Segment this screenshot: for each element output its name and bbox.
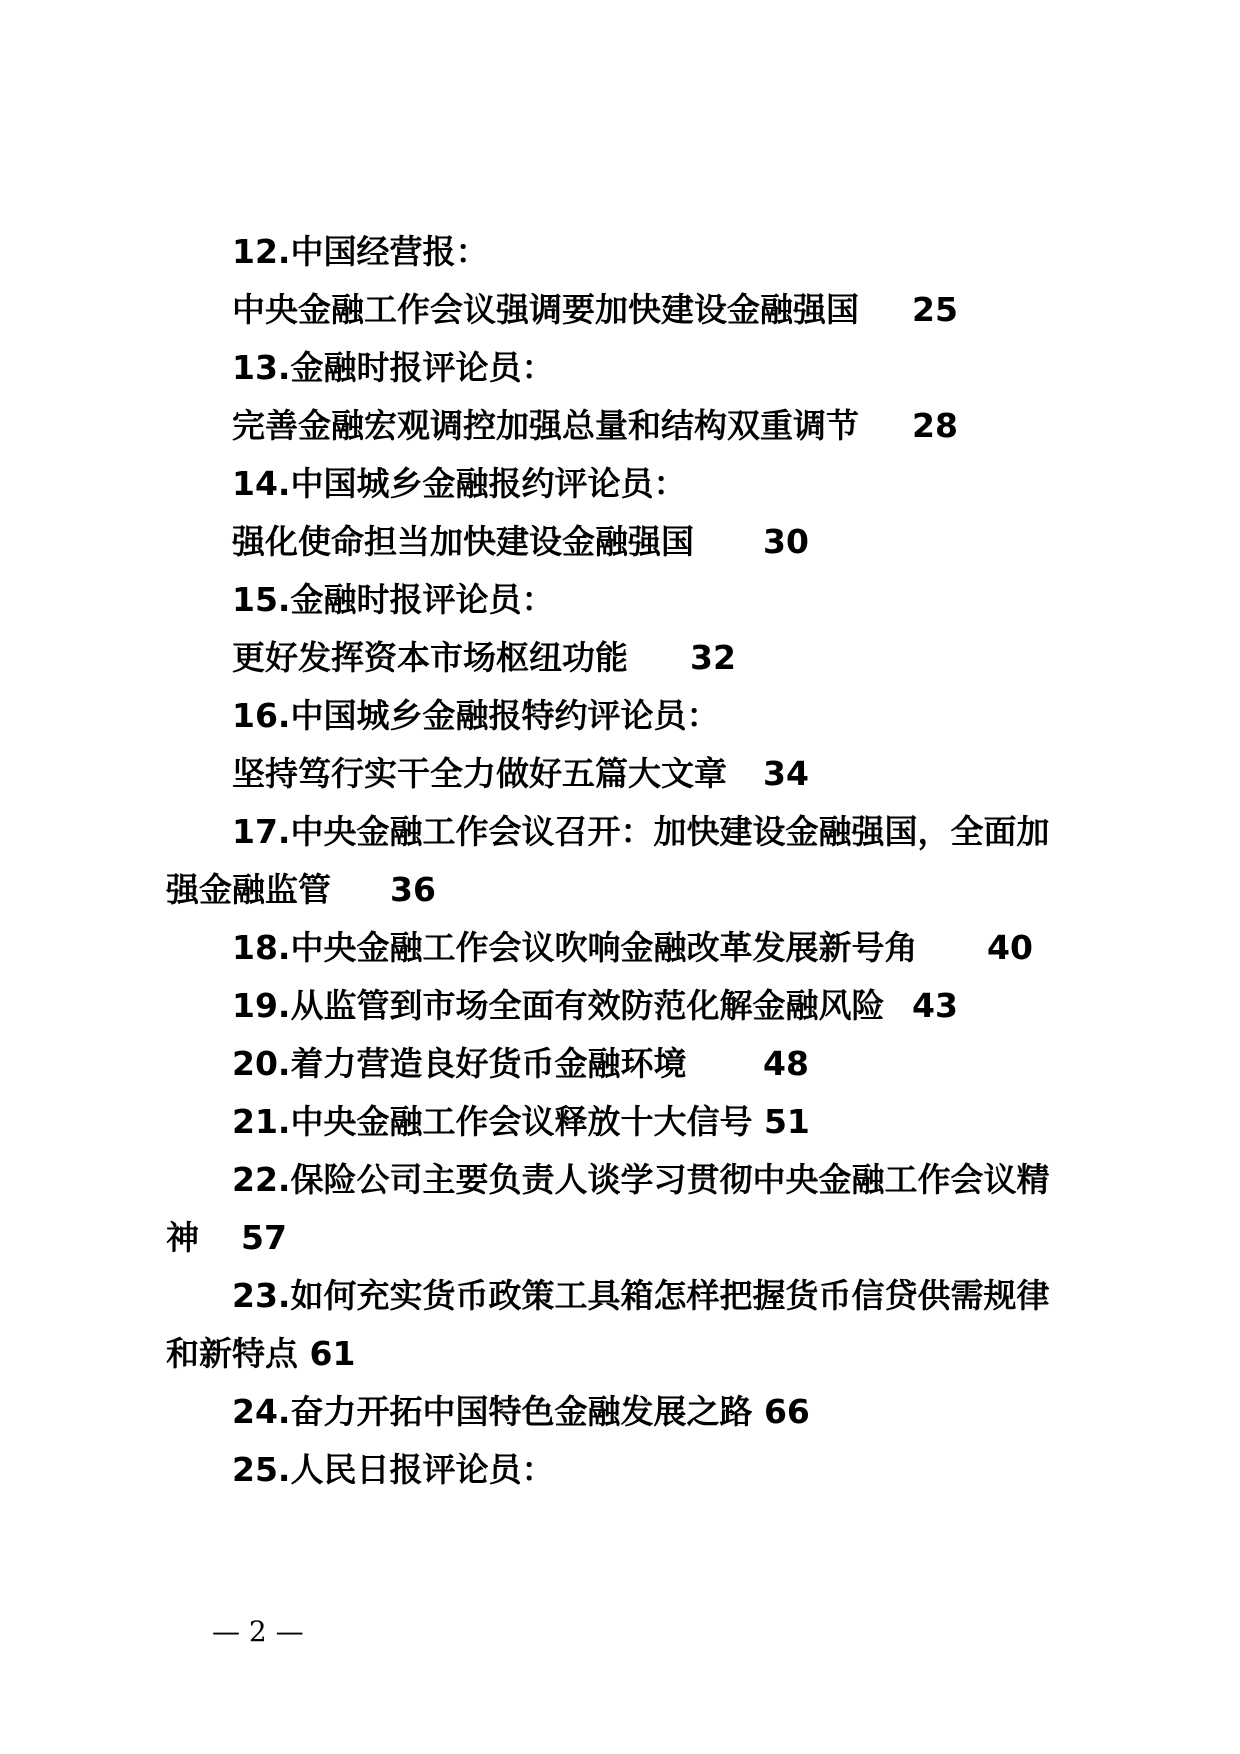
toc-entry-17-title-cont: 强金融监管 (166, 870, 331, 909)
toc-entry-16-title: 坚持笃行实干全力做好五篇大文章 (232, 754, 727, 793)
toc-entry-13-heading: 13.金融时报评论员： (232, 348, 555, 387)
toc-entry-18-page: 40 (987, 928, 1033, 967)
toc-entry-16-page: 34 (763, 754, 809, 793)
toc-entry-25-heading: 25.人民日报评论员： (232, 1450, 555, 1489)
toc-entry-14-page: 30 (763, 522, 809, 561)
toc-entry-22-title: 22.保险公司主要负责人谈学习贯彻中央金融工作会议精 (232, 1160, 1050, 1199)
toc-entry-15-heading: 15.金融时报评论员： (232, 580, 555, 619)
toc-entry-12-page: 25 (912, 290, 958, 329)
toc-entry-12-heading: 12.中国经营报： (232, 232, 489, 271)
toc-entry-22-title-cont: 神 (166, 1218, 199, 1257)
toc-entry-20-page: 48 (763, 1044, 809, 1083)
page-number-footer: — 2 — (212, 1615, 304, 1648)
toc-entry-13-title: 完善金融宏观调控加强总量和结构双重调节 (232, 406, 859, 445)
toc-entry-17-page: 36 (390, 870, 436, 909)
toc-entry-14-heading: 14.中国城乡金融报约评论员： (232, 464, 687, 503)
toc-entry-15-title: 更好发挥资本市场枢纽功能 (232, 638, 628, 677)
toc-entry-20-title: 20.着力营造良好货币金融环境 (232, 1044, 687, 1083)
toc-entry-14-title: 强化使命担当加快建设金融强国 (232, 522, 694, 561)
toc-entry-18-title: 18.中央金融工作会议吹响金融改革发展新号角 (232, 928, 918, 967)
toc-entry-22-page: 57 (241, 1218, 287, 1257)
toc-entry-13-page: 28 (912, 406, 958, 445)
toc-entry-12-title: 中央金融工作会议强调要加快建设金融强国 (232, 290, 859, 329)
toc-entry-21: 21.中央金融工作会议释放十大信号 51 (232, 1102, 810, 1141)
toc-entry-19-title: 19.从监管到市场全面有效防范化解金融风险 (232, 986, 885, 1025)
toc-entry-19-page: 43 (912, 986, 958, 1025)
toc-entry-24: 24.奋力开拓中国特色金融发展之路 66 (232, 1392, 810, 1431)
toc-entry-16-heading: 16.中国城乡金融报特约评论员： (232, 696, 720, 735)
toc-entry-23-title: 23.如何充实货币政策工具箱怎样把握货币信贷供需规律 (232, 1276, 1050, 1315)
toc-entry-15-page: 32 (690, 638, 736, 677)
toc-entry-17-title: 17.中央金融工作会议召开：加快建设金融强国，全面加 (232, 812, 1050, 851)
toc-entry-23-title-cont: 和新特点 61 (166, 1334, 356, 1373)
